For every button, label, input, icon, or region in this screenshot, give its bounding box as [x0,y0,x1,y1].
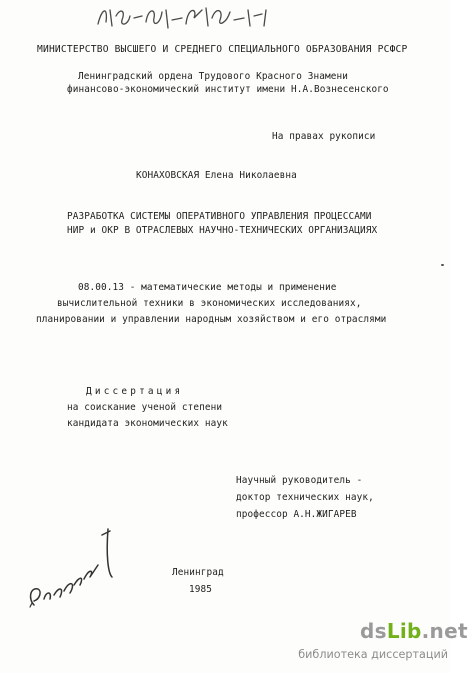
year: 1985 [189,584,212,595]
institute-line-1: Ленинградский ордена Трудового Красного Знамени [78,71,348,82]
institute-line-2: финансово-экономический институт имени Н.А.Вознесенского [67,84,389,95]
manuscript-rights-note: На правах рукописи [272,131,376,142]
handwritten-signature [20,515,130,615]
dslib-logo [360,618,468,644]
degree-line-2: кандидата экономических наук [67,418,228,429]
dslib-watermark [292,618,468,670]
dslib-logo-net: .net [421,619,468,643]
margin-dot [441,264,444,266]
supervisor-line-3: профессор А.Н.ЖИГАРЕВ [236,509,357,520]
specialty-line-3: планировании и управлении народным хозяйством и его отраслями [36,314,387,325]
thesis-title-line-1: РАЗРАБОТКА СИСТЕМЫ ОПЕРАТИВНОГО УПРАВЛЕНИЯ ПРОЦЕССАМИ [67,211,372,222]
city: Ленинград [172,567,224,578]
degree-line-1: на соискание ученой степени [67,402,223,413]
supervisor-line-2: доктор технических наук, [236,492,374,503]
specialty-line-2: вычислительной техники в экономических исследованиях, [57,298,362,309]
author-name: КОНАХОВСКАЯ Елена Николаевна [136,170,297,181]
supervisor-line-1: Научный руководитель - [236,475,363,486]
archive-stamp-handwriting [94,2,294,32]
dissertation-type: Диссертация [86,386,184,397]
specialty-line-1: 08.00.13 - математические методы и применение [78,282,337,293]
dslib-logo-ds: ds [360,619,387,643]
dslib-caption: библиотека диссертаций [298,648,448,661]
dslib-logo-lib: Lib [386,619,422,643]
ministry-heading: МИНИСТЕРСТВО ВЫСШЕГО И СРЕДНЕГО СПЕЦИАЛЬНОГО ОБРАЗОВАНИЯ РСФСР [37,44,408,55]
thesis-title-line-2: НИР и ОКР В ОТРАСЛЕВЫХ НАУЧНО-ТЕХНИЧЕСКИХ ОРГАНИЗАЦИЯХ [67,225,378,236]
